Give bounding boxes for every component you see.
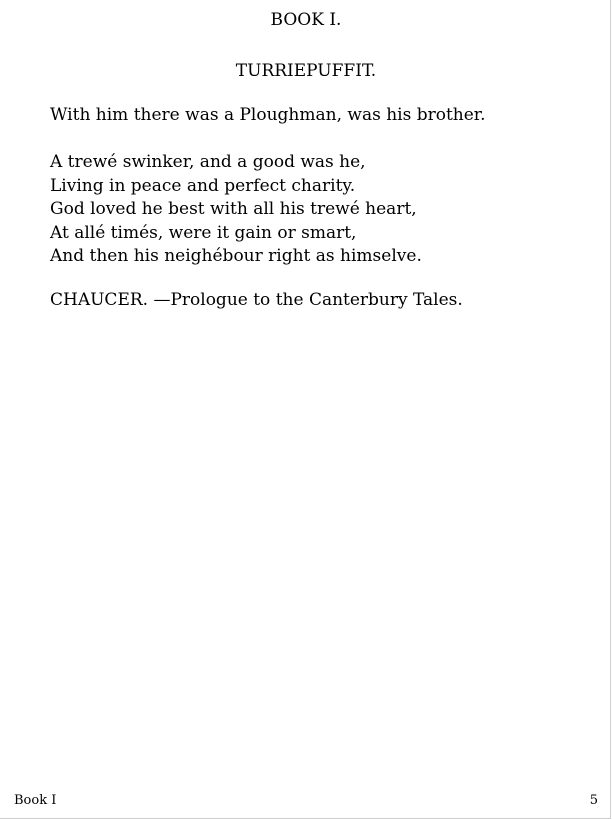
- verse-line: A trewé swinker, and a good was he,: [50, 152, 366, 172]
- footer-running-title: Book I: [14, 793, 57, 808]
- verse-block: [50, 151, 422, 269]
- attribution: CHAUCER. —Prologue to the Canterbury Tales.: [50, 290, 463, 310]
- intro-line: With him there was a Ploughman, was his brother.: [50, 105, 486, 125]
- verse-line: At allé timés, were it gain or smart,: [50, 222, 357, 243]
- verse-line: Living in peace and perfect charity.: [50, 175, 356, 196]
- book-title: BOOK I.: [270, 10, 342, 30]
- page-number: 5: [589, 793, 598, 808]
- verse-line: And then his neighébour right as himselve.: [50, 246, 422, 266]
- chapter-title: TURRIEPUFFIT.: [235, 61, 377, 81]
- verse-line: God loved he best with all his trewé heart,: [50, 199, 417, 219]
